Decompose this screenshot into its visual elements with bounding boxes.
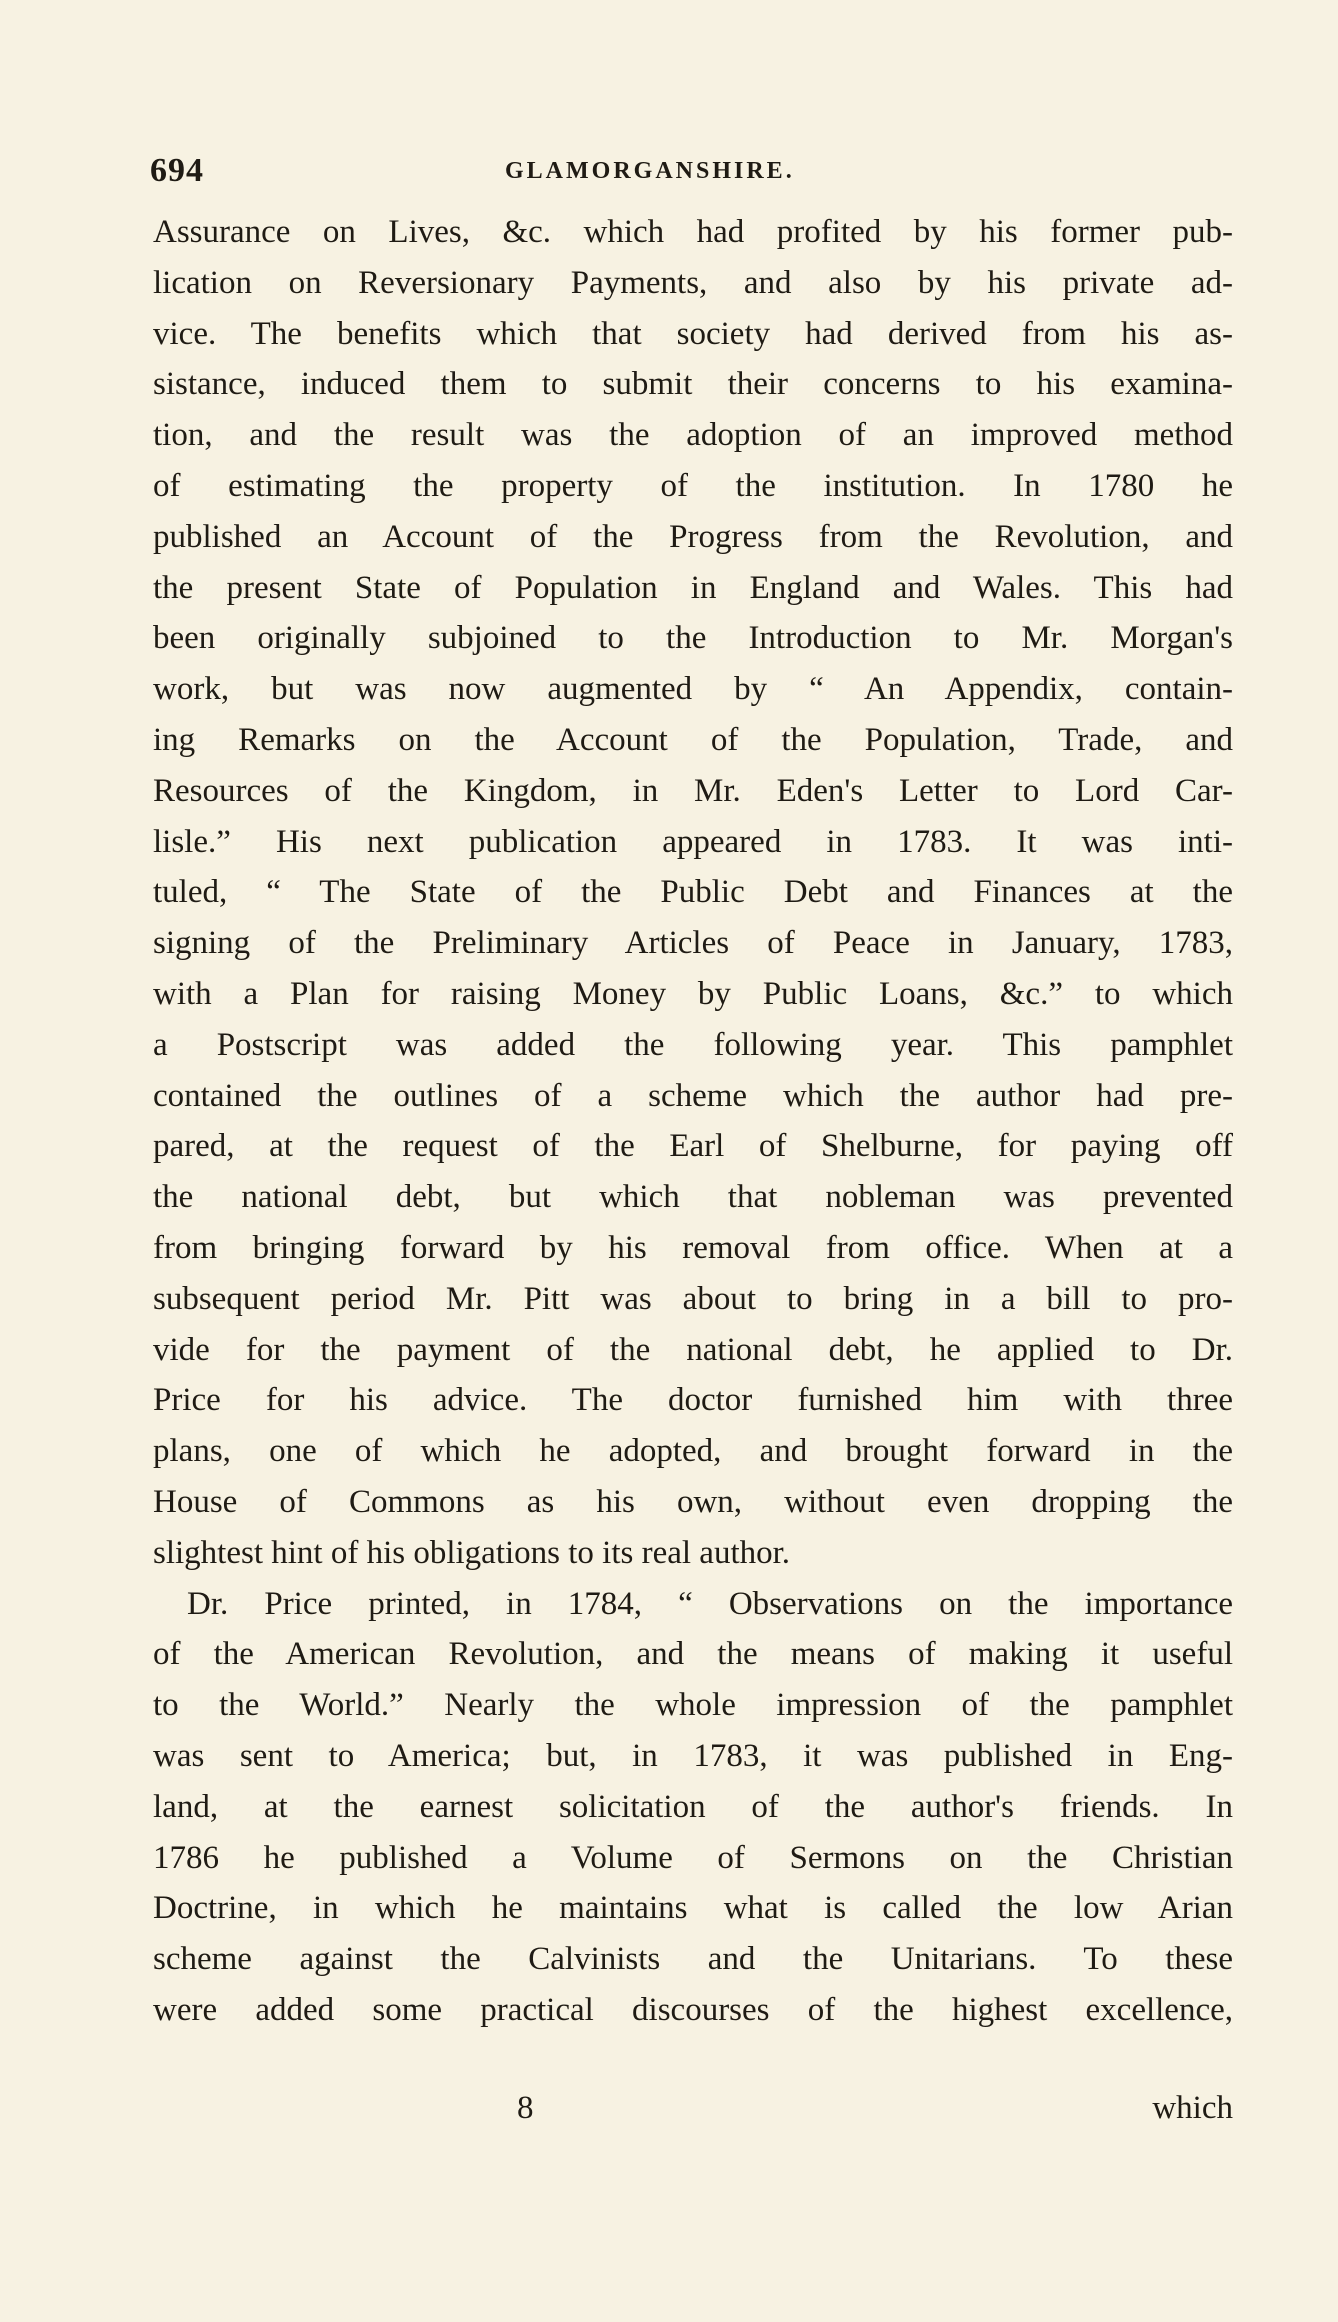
text-line: subsequent period Mr. Pitt was about to bring in a bill to pro-	[153, 1280, 1233, 1317]
page-number: 694	[150, 152, 204, 189]
text-line: a Postscript was added the following year. This pamphlet	[153, 1026, 1233, 1063]
text-line: Assurance on Lives, &c. which had profited by his former pub-	[153, 214, 1233, 250]
page-footer	[153, 2082, 1233, 2134]
text-line: 1786 he published a Volume of Sermons on the Christian	[153, 1839, 1233, 1876]
signature-mark: 8	[517, 2090, 534, 2126]
text-line: ing Remarks on the Account of the Population, Trade, and	[153, 721, 1233, 758]
text-line: lisle.” His next publication appeared in 1783. It was inti-	[153, 823, 1233, 860]
text-line: contained the outlines of a scheme which the author had pre-	[153, 1077, 1233, 1114]
text-line: plans, one of which he adopted, and brought forward in the	[153, 1433, 1233, 1470]
text-line: land, at the earnest solicitation of the author's friends. In	[153, 1788, 1233, 1825]
text-line: Price for his advice. The doctor furnished him with three	[153, 1382, 1233, 1419]
text-line: House of Commons as his own, without even dropping the	[153, 1483, 1233, 1520]
text-line: scheme against the Calvinists and the Unitarians. To these	[153, 1941, 1233, 1978]
text-line: been originally subjoined to the Introduction to Mr. Morgan's	[153, 620, 1233, 657]
text-line: tuled, “ The State of the Public Debt and Finances at the	[153, 874, 1233, 911]
text-line: Resources of the Kingdom, in Mr. Eden's Letter to Lord Car-	[153, 772, 1233, 809]
text-line: the present State of Population in England and Wales. This had	[153, 569, 1233, 606]
text-line: to the World.” Nearly the whole impression of the pamphlet	[153, 1687, 1233, 1724]
text-line: were added some practical discourses of the highest excellence,	[153, 1991, 1233, 2028]
running-head: GLAMORGANSHIRE.	[505, 158, 795, 184]
text-line: Doctrine, in which he maintains what is called the low Arian	[153, 1890, 1233, 1927]
text-line: the national debt, but which that nobleman was prevented	[153, 1179, 1233, 1216]
text-line: Dr. Price printed, in 1784, “ Observations on the importance	[187, 1585, 1233, 1622]
text-line: published an Account of the Progress from the Revolution, and	[153, 518, 1233, 555]
text-line: pared, at the request of the Earl of Shelburne, for paying off	[153, 1128, 1233, 1165]
text-line: slightest hint of his obligations to its real author.	[153, 1534, 791, 1571]
text-line: of estimating the property of the institution. In 1780 he	[153, 467, 1233, 504]
text-line: was sent to America; but, in 1783, it was published in Eng-	[153, 1737, 1233, 1774]
text-line: work, but was now augmented by “ An Appendix, contain-	[153, 671, 1233, 708]
text-line: of the American Revolution, and the means of making it useful	[153, 1636, 1233, 1673]
body-text	[153, 207, 1233, 2036]
text-line: from bringing forward by his removal from office. When at a	[153, 1229, 1233, 1266]
text-line: with a Plan for raising Money by Public Loans, &c.” to which	[153, 975, 1233, 1012]
text-line: vice. The benefits which that society had derived from his as-	[153, 315, 1233, 352]
text-line: sistance, induced them to submit their concerns to his examina-	[153, 366, 1233, 403]
catchword: which	[1152, 2090, 1233, 2126]
text-line: vide for the payment of the national debt, he applied to Dr.	[153, 1331, 1233, 1368]
text-line: lication on Reversionary Payments, and also by his private ad-	[153, 264, 1233, 301]
text-line: tion, and the result was the adoption of an improved method	[153, 417, 1233, 454]
page-header	[150, 152, 1230, 192]
text-line: signing of the Preliminary Articles of Peace in January, 1783,	[153, 925, 1233, 962]
